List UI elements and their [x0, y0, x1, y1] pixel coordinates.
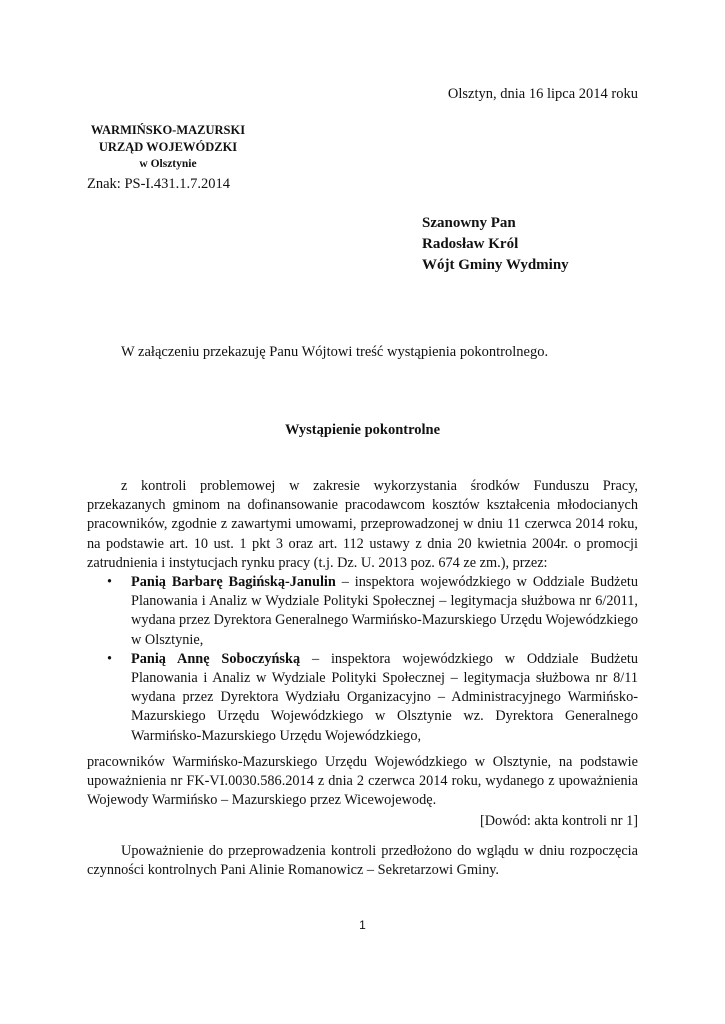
list-item — [87, 650, 638, 746]
addressee-block — [422, 213, 569, 276]
inspector-list — [87, 573, 638, 746]
paragraph-presentation — [87, 842, 638, 880]
evidence-note: [Dowód: akta kontroli nr 1] — [479, 813, 638, 830]
paragraph-authorization: pracowników Warmińsko-Mazurskiego Urzędu Wojewódzkiego w Olsztynie, na podstawie upoważnienia nr FK-VI.0030.586.2014 z dnia 2 czerwca 2014 roku, wydanego z upoważnienia Wojewody Warmińsko – Mazurskiego przez Wicewojewodę. — [87, 753, 638, 809]
bullet-icon: • — [107, 574, 113, 591]
sender-block — [87, 122, 249, 173]
bullet-icon: • — [107, 650, 113, 667]
paragraph-scope: z kontroli problemowej w zakresie wykorzystania środków Funduszu Pracy, przekazanych gminom na dofinansowanie pracodawcom kosztów kształcenia młodocianych pracowników, zgodnie z zawartymi umowami, przeprowadzonej w dniu 11 czerwca 2014 roku, na podstawie art. 10 ust. 1 pkt 3 oraz art. 112 ustawy z dnia 20 kwietnia 2004r. o promocji zatrudnienia i instytucjach rynku pracy (t.j. Dz. U. 2013 poz. 674 ze zm.), przez: — [87, 478, 638, 571]
date-line: Olsztyn, dnia 16 lipca 2014 roku — [447, 86, 638, 102]
sender-line-1: WARMIŃSKO-MAZURSKI — [90, 123, 246, 137]
list-item — [87, 573, 638, 650]
document-title: Wystąpienie pokontrolne — [284, 422, 441, 438]
body-block — [87, 477, 638, 832]
sender-line-3: w Olsztynie — [139, 158, 197, 170]
sender-line-2: URZĄD WOJEWÓDZKI — [98, 140, 238, 154]
page-number: 1 — [359, 918, 366, 932]
addressee-salutation: Szanowny Pan — [422, 215, 516, 231]
inspector-name: Panią Annę Soboczyńską — [131, 650, 301, 667]
inspector-name: Panią Barbarę Bagińską-Janulin — [131, 574, 336, 591]
intro-sentence: W załączeniu przekazuję Panu Wójtowi treść wystąpienia pokontrolnego. — [121, 344, 549, 360]
addressee-name: Radosław Król — [422, 236, 519, 252]
addressee-title: Wójt Gminy Wydminy — [422, 257, 569, 273]
paragraph-presentation-text: Upoważnienie do przeprowadzenia kontroli przedłożono do wglądu w dniu rozpoczęcia czynności kontrolnych Pani Alinie Romanowicz – Sekretarzowi Gminy. — [87, 843, 638, 879]
reference-number: Znak: PS-I.431.1.7.2014 — [87, 176, 230, 192]
inspector-description: – inspektora wojewódzkiego w Oddziale Budżetu Planowania i Analiz w Wydziale Polityki Społecznej – legitymacja służbowa nr 8/11 wydana przez Dyrektora Wydziału Organizacyjno – Administracyjnego Warmińsko-Mazurskiego Urzędu Wojewódzkiego w Olsztynie wz. Dyrektora Generalnego Warmińsko-Mazurskiego Urzędu Wojewódzkiego, — [131, 650, 638, 744]
inspector-description: – inspektora wojewódzkiego w Oddziale Budżetu Planowania i Analiz w Wydziale Polityki Społecznej – legitymacja służbowa nr 6/2011, wydana przez Dyrektora Generalnego Warmińsko-Mazurskiego Urzędu Wojewódzkiego w Olsztynie, — [131, 574, 638, 648]
